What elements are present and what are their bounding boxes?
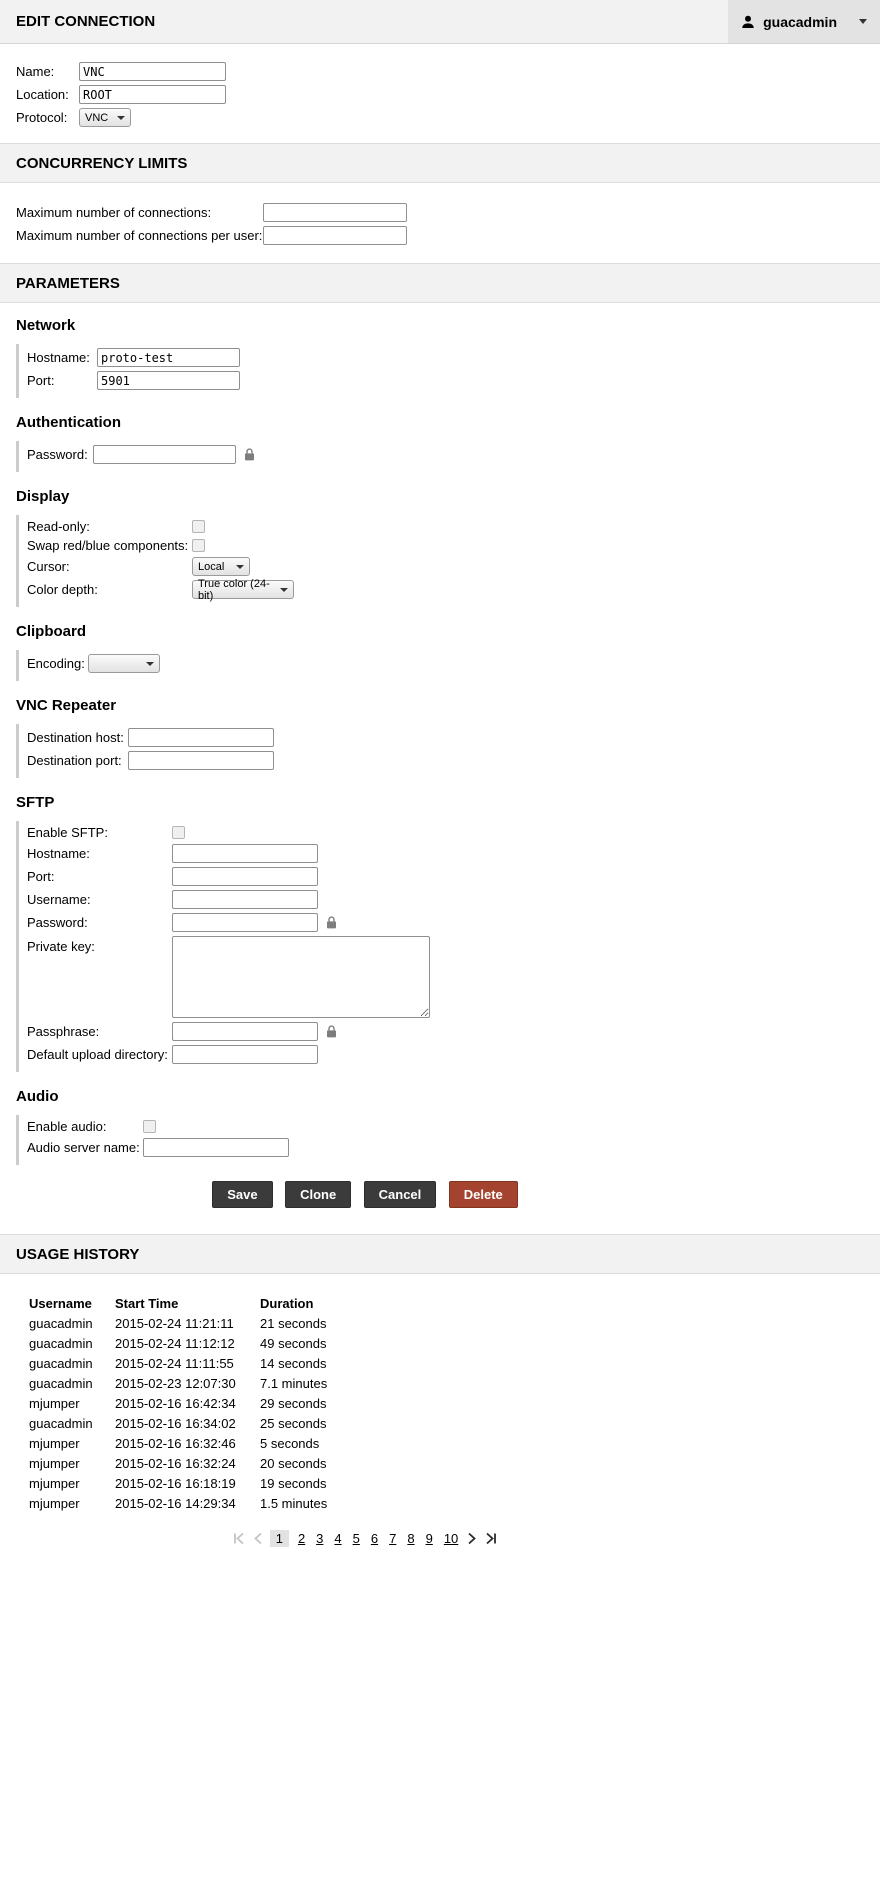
name-input[interactable]	[79, 62, 226, 81]
readonly-checkbox[interactable]	[192, 520, 205, 533]
private-key-textarea[interactable]	[172, 936, 430, 1018]
chevron-down-icon	[859, 19, 867, 24]
sftp-port-input[interactable]	[172, 867, 318, 886]
pagination-page-7[interactable]: 7	[389, 1531, 397, 1546]
table-cell: guacadmin	[29, 1376, 93, 1391]
location-input[interactable]	[79, 85, 226, 104]
connection-attributes	[0, 44, 880, 143]
network-section-title: Network	[16, 317, 76, 334]
sftp-username-label: Username:	[27, 892, 91, 907]
table-cell: 21 seconds	[260, 1316, 327, 1331]
audio-group	[16, 1115, 880, 1165]
pagination-pages	[270, 1530, 461, 1547]
upload-directory-input[interactable]	[172, 1045, 318, 1064]
table-cell: mjumper	[29, 1476, 80, 1491]
clipboard-section-title: Clipboard	[16, 623, 86, 640]
table-cell: 2015-02-16 16:32:46	[115, 1436, 236, 1451]
concurrency-fields	[0, 183, 880, 263]
table-cell: 2015-02-24 11:12:12	[115, 1336, 235, 1351]
max-connections-input[interactable]	[263, 203, 407, 222]
enable-audio-label: Enable audio:	[27, 1119, 107, 1134]
sftp-username-input[interactable]	[172, 890, 318, 909]
cursor-select[interactable]	[192, 557, 250, 576]
pagination-page-2[interactable]: 2	[297, 1531, 306, 1546]
readonly-label: Read-only:	[27, 519, 90, 534]
hostname-label: Hostname:	[27, 350, 90, 365]
lock-icon	[326, 916, 337, 929]
max-connections-row	[16, 203, 880, 222]
location-label: Location:	[16, 87, 69, 102]
sftp-password-label: Password:	[27, 915, 88, 930]
max-connections-label: Maximum number of connections:	[16, 205, 212, 220]
encoding-label: Encoding:	[27, 656, 85, 671]
table-cell: guacadmin	[29, 1336, 93, 1351]
name-label: Name:	[16, 64, 55, 79]
delete-button[interactable]: Delete	[449, 1181, 518, 1208]
cancel-button[interactable]: Cancel	[364, 1181, 437, 1208]
table-row	[29, 1394, 380, 1414]
encoding-select[interactable]	[88, 654, 160, 673]
table-cell: 2015-02-16 16:34:02	[115, 1416, 236, 1431]
page-title: EDIT CONNECTION	[16, 13, 156, 30]
max-connections-per-user-input[interactable]	[263, 226, 407, 245]
port-input[interactable]	[97, 371, 240, 390]
vnc-repeater-group	[16, 724, 880, 778]
first-page-button[interactable]	[231, 1532, 246, 1545]
table-cell: 2015-02-16 16:42:34	[115, 1396, 236, 1411]
table-cell: 2015-02-24 11:21:11	[115, 1316, 234, 1331]
table-cell: guacadmin	[29, 1356, 93, 1371]
vnc-repeater-section-title: VNC Repeater	[16, 697, 117, 714]
passphrase-label: Passphrase:	[27, 1024, 100, 1039]
pagination-page-6[interactable]: 6	[370, 1531, 379, 1546]
table-row	[29, 1454, 380, 1474]
table-row	[29, 1434, 380, 1454]
table-row	[29, 1314, 380, 1334]
swap-components-label: Swap red/blue components:	[27, 538, 189, 553]
max-connections-per-user-label: Maximum number of connections per user:	[16, 228, 263, 243]
network-group	[16, 344, 880, 398]
sftp-port-label: Port:	[27, 869, 55, 884]
enable-sftp-label: Enable SFTP:	[27, 825, 108, 840]
concurrency-title: CONCURRENCY LIMITS	[16, 154, 188, 172]
table-row	[29, 1414, 380, 1434]
last-page-button[interactable]	[484, 1532, 499, 1545]
pagination-page-10[interactable]: 10	[443, 1531, 459, 1546]
table-cell: 49 seconds	[260, 1336, 327, 1351]
table-cell: mjumper	[29, 1456, 80, 1471]
protocol-select-value: VNC	[85, 111, 109, 124]
hostname-input[interactable]	[97, 348, 240, 367]
usage-column-header: Duration	[260, 1296, 314, 1311]
authentication-section-title: Authentication	[16, 414, 121, 431]
previous-page-button[interactable]	[253, 1532, 263, 1545]
location-row	[16, 85, 880, 104]
chevron-down-icon	[146, 662, 154, 666]
chevron-down-icon	[117, 116, 125, 120]
color-depth-select-value: True color (24-bit)	[198, 577, 270, 602]
action-buttons	[0, 1181, 730, 1208]
protocol-label: Protocol:	[16, 110, 68, 125]
user-name: guacadmin	[763, 13, 837, 30]
pagination-page-3[interactable]: 3	[316, 1531, 324, 1546]
table-row	[29, 1494, 380, 1514]
table-row	[29, 1354, 380, 1374]
pagination	[0, 1530, 730, 1547]
sftp-password-input[interactable]	[172, 913, 318, 932]
password-label: Password:	[27, 447, 88, 462]
clipboard-group	[16, 650, 880, 681]
pagination-page-9[interactable]: 9	[425, 1531, 433, 1546]
table-cell: guacadmin	[29, 1416, 93, 1431]
save-button[interactable]: Save	[212, 1181, 272, 1208]
lock-icon	[244, 448, 255, 461]
user-menu-button[interactable]	[728, 0, 880, 43]
chevron-down-icon	[236, 565, 244, 569]
display-group	[16, 515, 880, 607]
authentication-group	[16, 441, 880, 472]
enable-sftp-checkbox[interactable]	[172, 826, 185, 839]
pagination-page-4[interactable]: 4	[334, 1531, 342, 1546]
next-page-button[interactable]	[467, 1532, 477, 1545]
swap-components-checkbox[interactable]	[192, 539, 205, 552]
parameters-title: PARAMETERS	[16, 274, 120, 292]
table-cell: 14 seconds	[260, 1356, 327, 1371]
usage-history-table	[29, 1294, 380, 1514]
usage-history-section	[0, 1274, 880, 1547]
table-cell: 2015-02-24 11:11:55	[115, 1356, 234, 1371]
protocol-row	[16, 108, 880, 127]
usage-column-header: Username	[29, 1296, 92, 1311]
max-connections-per-user-row	[16, 226, 880, 245]
table-cell: 19 seconds	[260, 1476, 327, 1491]
sftp-section-title: SFTP	[16, 794, 55, 811]
port-label: Port:	[27, 373, 55, 388]
audio-section-title: Audio	[16, 1088, 59, 1105]
password-input[interactable]	[93, 445, 236, 464]
table-cell: 29 seconds	[260, 1396, 327, 1411]
usage-table-head-row	[29, 1294, 380, 1314]
cursor-label: Cursor:	[27, 559, 70, 574]
color-depth-label: Color depth:	[27, 582, 98, 597]
table-cell: mjumper	[29, 1496, 80, 1511]
app-header	[0, 0, 880, 44]
table-row	[29, 1474, 380, 1494]
table-cell: 25 seconds	[260, 1416, 327, 1431]
usage-table-body	[29, 1314, 380, 1514]
display-section-title: Display	[16, 488, 70, 505]
table-cell: 1.5 minutes	[260, 1496, 328, 1511]
table-cell: guacadmin	[29, 1316, 93, 1331]
lock-icon	[326, 1025, 337, 1038]
upload-directory-label: Default upload directory:	[27, 1047, 168, 1062]
clone-button[interactable]: Clone	[285, 1181, 351, 1208]
pagination-page-5[interactable]: 5	[352, 1531, 360, 1546]
section-header-usage-history	[0, 1234, 880, 1274]
parameters-form	[0, 317, 880, 1165]
table-cell: 2015-02-16 16:18:19	[115, 1476, 236, 1491]
passphrase-input[interactable]	[172, 1022, 318, 1041]
pagination-page-8[interactable]: 8	[407, 1531, 415, 1546]
color-depth-select[interactable]	[192, 577, 294, 602]
table-row	[29, 1374, 380, 1394]
table-cell: mjumper	[29, 1396, 80, 1411]
table-cell: 5 seconds	[260, 1436, 320, 1451]
destination-host-input[interactable]	[128, 728, 274, 747]
destination-host-label: Destination host:	[27, 730, 124, 745]
audio-server-name-input[interactable]	[143, 1138, 289, 1157]
sftp-hostname-label: Hostname:	[27, 846, 90, 861]
chevron-down-icon	[280, 588, 288, 592]
usage-history-title: USAGE HISTORY	[16, 1245, 140, 1263]
table-cell: 7.1 minutes	[260, 1376, 328, 1391]
table-cell: mjumper	[29, 1436, 80, 1451]
audio-server-name-label: Audio server name:	[27, 1140, 140, 1155]
section-header-parameters	[0, 263, 880, 303]
usage-column-header: Start Time	[115, 1296, 179, 1311]
enable-audio-checkbox[interactable]	[143, 1120, 156, 1133]
destination-port-label: Destination port:	[27, 753, 122, 768]
protocol-select[interactable]	[79, 108, 131, 127]
sftp-hostname-input[interactable]	[172, 844, 318, 863]
table-cell: 20 seconds	[260, 1456, 327, 1471]
table-cell: 2015-02-23 12:07:30	[115, 1376, 236, 1391]
table-cell: 2015-02-16 14:29:34	[115, 1496, 236, 1511]
name-row	[16, 62, 880, 81]
table-cell: 2015-02-16 16:32:24	[115, 1456, 236, 1471]
user-icon	[741, 15, 755, 29]
table-row	[29, 1334, 380, 1354]
private-key-label: Private key:	[27, 939, 95, 954]
destination-port-input[interactable]	[128, 751, 274, 770]
section-header-concurrency-limits	[0, 143, 880, 183]
pagination-page-1[interactable]: 1	[270, 1530, 289, 1547]
sftp-group	[16, 821, 880, 1072]
cursor-select-value: Local	[198, 560, 225, 573]
